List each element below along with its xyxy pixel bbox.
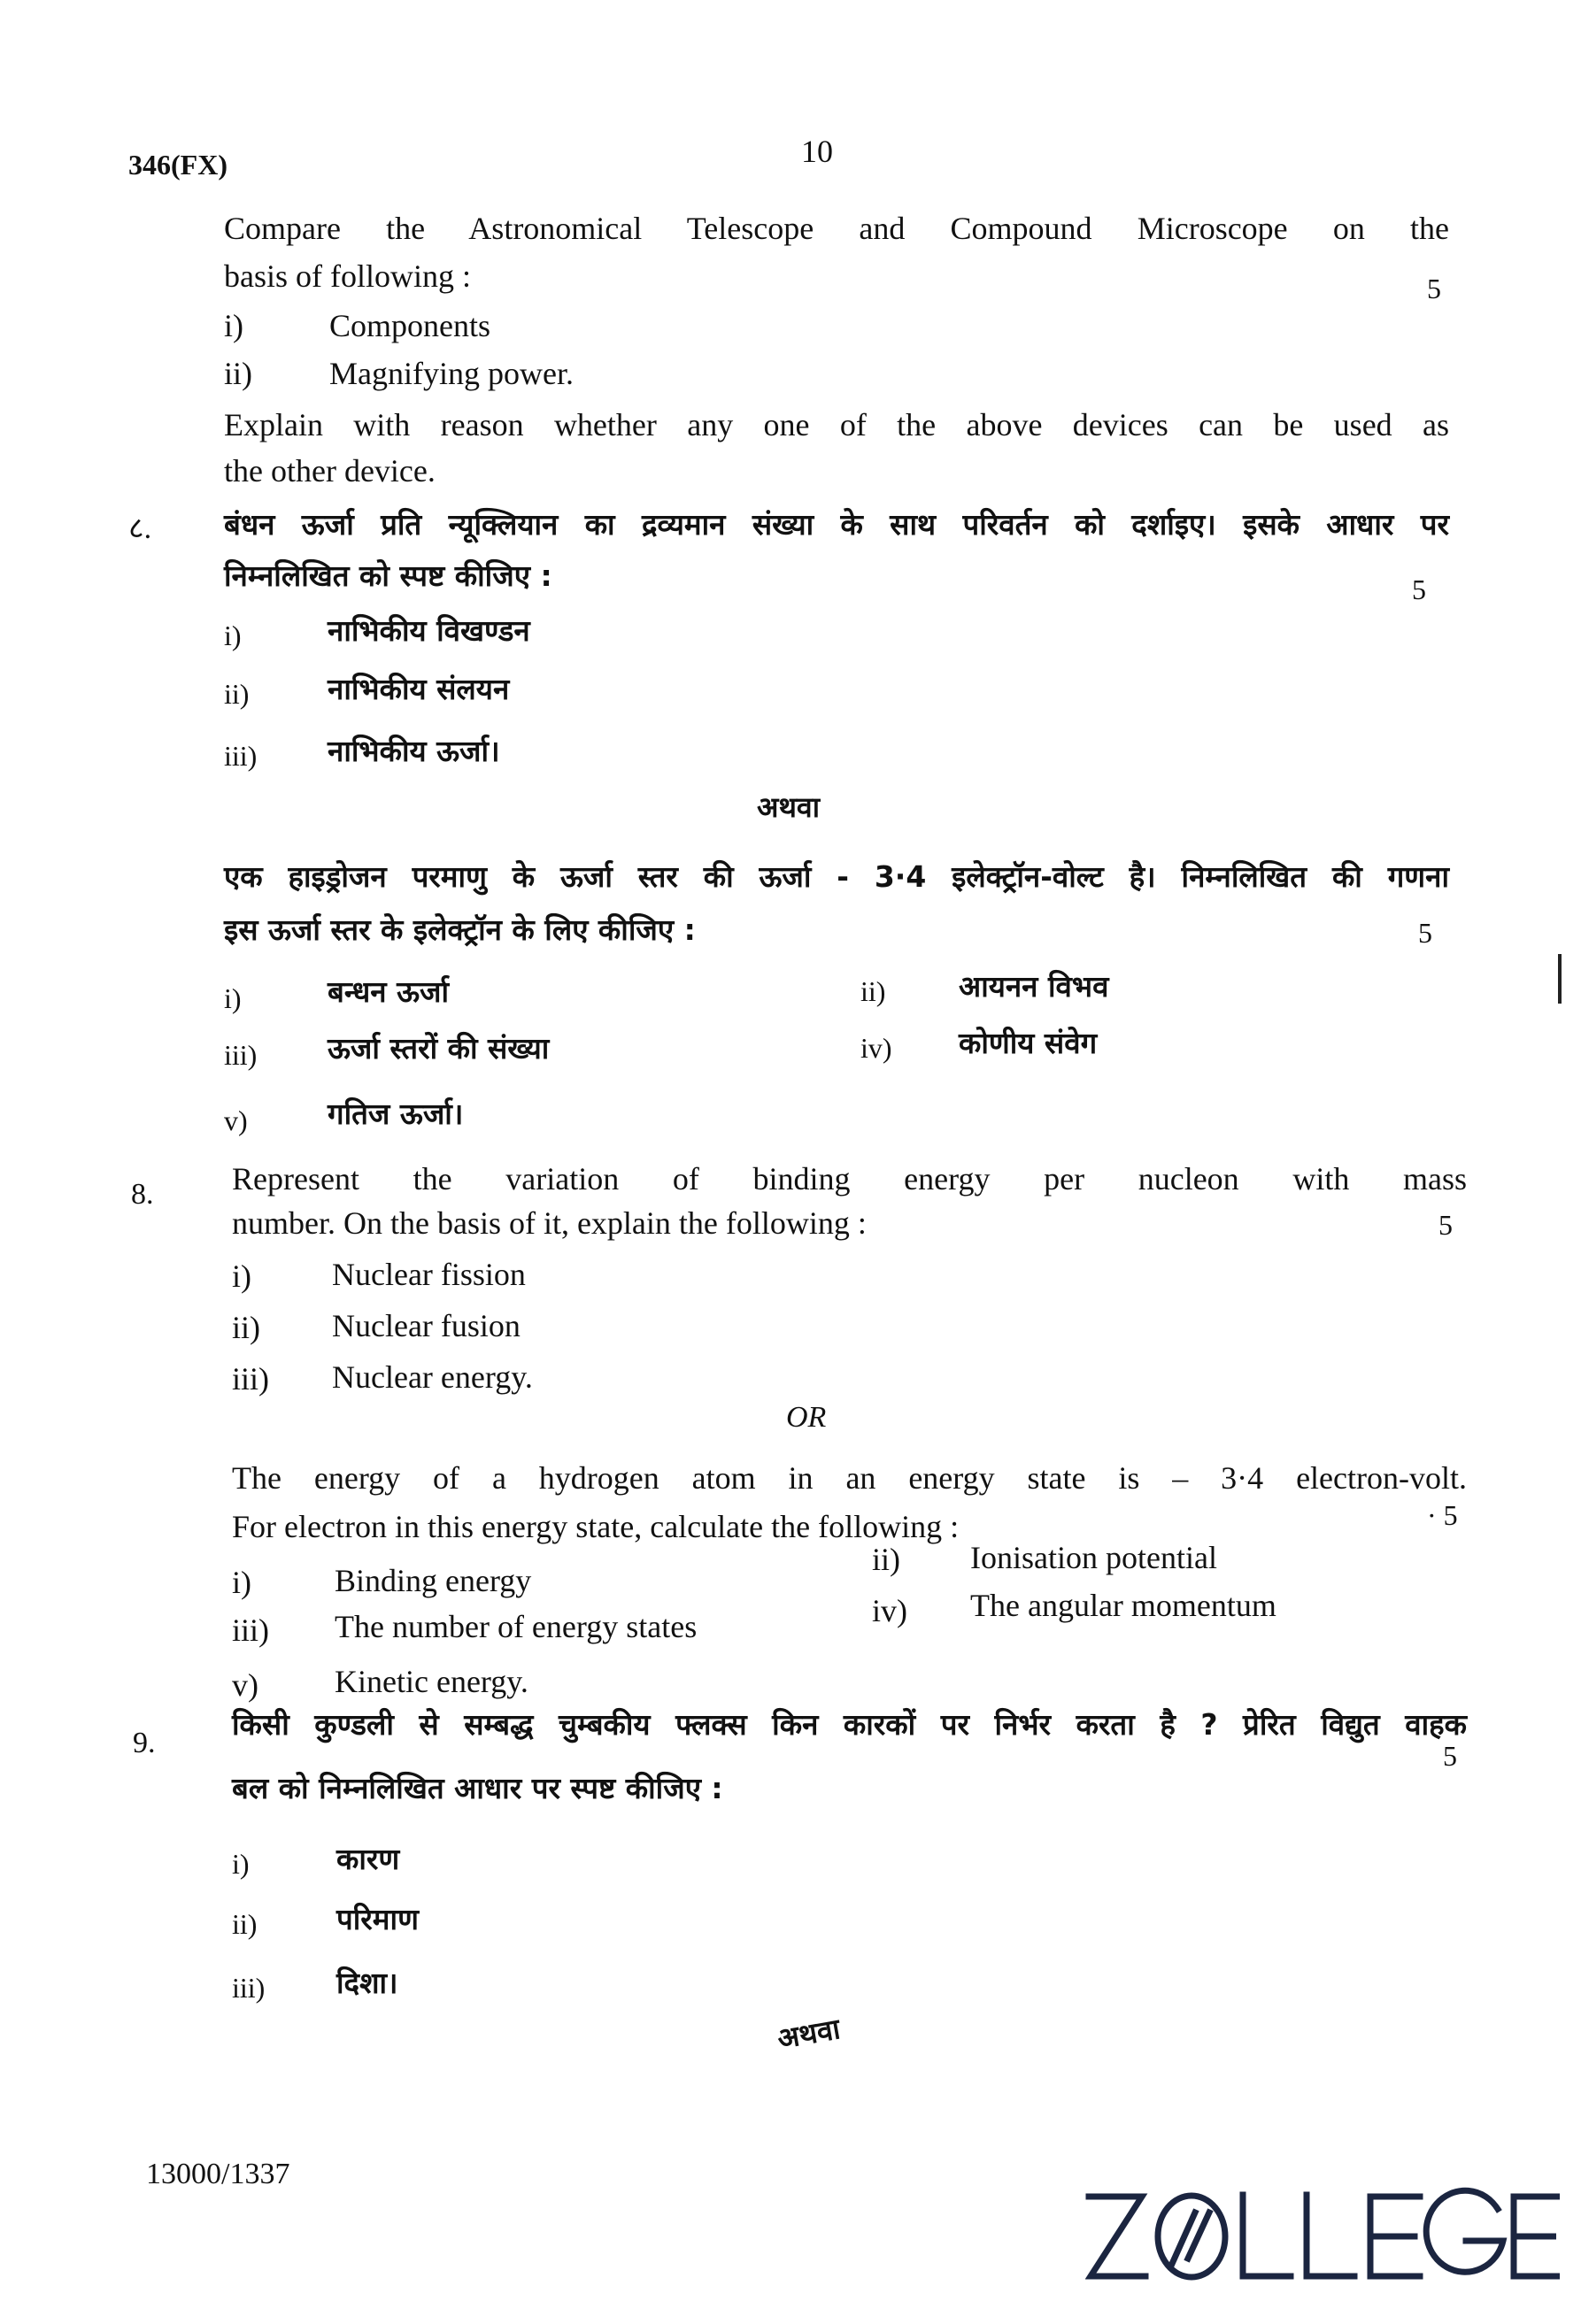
list-item-label: i) [232,1848,250,1880]
list-item-label: i) [232,1565,251,1600]
list-item-label: iii) [232,1972,266,2004]
list-item-label: iii) [232,1612,269,1648]
list-item-text: Kinetic energy. [335,1664,528,1699]
list-item-text: कोणीय संवेग [959,1026,1098,1060]
question-text-line: इस ऊर्जा स्तर के इलेक्ट्रॉन के लिए कीजिए : [224,912,696,947]
or-separator: अथवा [775,2012,843,2056]
marks: 5 [1412,573,1426,605]
question-text-line: number. On the basis of it, explain the following : [232,1205,867,1241]
question-text-line: For electron in this energy state, calculate the following : [232,1509,960,1544]
logo-letter-e-icon [1510,2177,1563,2292]
question-text-line: एक हाइड्रोजन परमाणु के ऊर्जा स्तर की ऊर्जा - 3·4 इलेक्ट्रॉन-वोल्ट है। निम्नलिखित की गणना [224,859,1449,894]
list-item-text: The angular momentum [970,1588,1276,1623]
list-item-text: Magnifying power. [329,356,574,391]
list-item-label: i) [224,308,243,343]
list-item-label: i) [224,982,242,1014]
list-item-label: iv) [860,1032,892,1064]
list-item-text: The number of energy states [335,1609,698,1644]
question-text-line: बल को निम्नलिखित आधार पर स्पष्ट कीजिए : [232,1771,723,1805]
question-text-line: Represent the variation of binding energy per nucleon with mass [232,1161,1467,1197]
list-item-label: ii) [860,975,886,1007]
question-number: ८. [128,512,152,545]
paper-code: 346(FX) [128,149,228,181]
question-text-line: किसी कुण्डली से सम्बद्ध चुम्बकीय फ्लक्स किन कारकों पर निर्भर करता है ? प्रेरित विद्युत वाहक [232,1707,1467,1742]
scan-artifact-mark [1558,954,1562,1004]
or-separator: OR [786,1401,827,1434]
marks: 5 [1418,917,1432,949]
list-item-text: नाभिकीय विखण्डन [328,613,530,648]
list-item-label: ii) [232,1908,258,1940]
list-item-label: v) [224,1104,248,1136]
list-item-label: ii) [872,1542,900,1577]
list-item-label: ii) [232,1310,260,1345]
list-item-text: बन्धन ऊर्जा [328,974,450,1009]
question-text-line: Compare the Astronomical Telescope and Compound Microscope on the [224,211,1449,246]
list-item-label: v) [232,1667,258,1703]
list-item-text: कारण [336,1842,400,1876]
list-item-text: Ionisation potential [970,1540,1217,1575]
list-item-text: Components [329,308,491,343]
list-item-label: iii) [232,1361,269,1397]
list-item-text: दिशा। [336,1966,398,2000]
zollege-logo-graphic [1085,2177,1546,2292]
marks: 5 [1443,1740,1457,1772]
or-separator: अथवा [757,790,820,824]
question-text-line: निम्नलिखित को स्पष्ट कीजिए : [224,558,552,593]
list-item-text: परिमाण [336,1902,419,1936]
list-item-text: नाभिकीय संलयन [328,672,510,706]
list-item-label: ii) [224,678,250,710]
question-text-line: basis of following : [224,258,471,294]
zollege-logo [1085,2177,1546,2292]
marks: · 5 [1427,1499,1458,1531]
question-text-line: Explain with reason whether any one of the above devices can be used as [224,407,1449,442]
list-item-text: आयनन विभव [959,969,1109,1004]
list-item-label: i) [224,619,242,651]
marks: 5 [1427,273,1441,304]
list-item-text: Binding energy [335,1563,532,1598]
list-item-label: iii) [224,740,258,772]
list-item-text: ऊर्जा स्तरों की संख्या [328,1031,550,1066]
question-number: 8. [131,1178,154,1211]
zollege-logo-last-e [1510,2177,1563,2292]
list-item-text: नाभिकीय ऊर्जा। [328,734,500,768]
list-item-text: गतिज ऊर्जा। [328,1097,464,1131]
list-item-label: ii) [224,356,252,391]
print-code: 13000/1337 [146,2158,290,2190]
question-text-line: बंधन ऊर्जा प्रति न्यूक्लियान का द्रव्यमान संख्या के साथ परिवर्तन को दर्शाइए। इसके आधार पर [224,507,1449,542]
question-number: 9. [133,1727,156,1759]
list-item-text: Nuclear fusion [332,1308,521,1343]
marks: 5 [1438,1209,1453,1241]
question-text-line: The energy of a hydrogen atom in an energy state is – 3·4 electron-volt. [232,1460,1467,1496]
list-item-label: iii) [224,1039,258,1071]
list-item-text: Nuclear fission [332,1257,526,1292]
question-text-line: the other device. [224,453,436,489]
list-item-label: i) [232,1258,251,1294]
page-number: 10 [801,134,833,169]
list-item-label: iv) [872,1593,907,1628]
list-item-text: Nuclear energy. [332,1359,533,1395]
